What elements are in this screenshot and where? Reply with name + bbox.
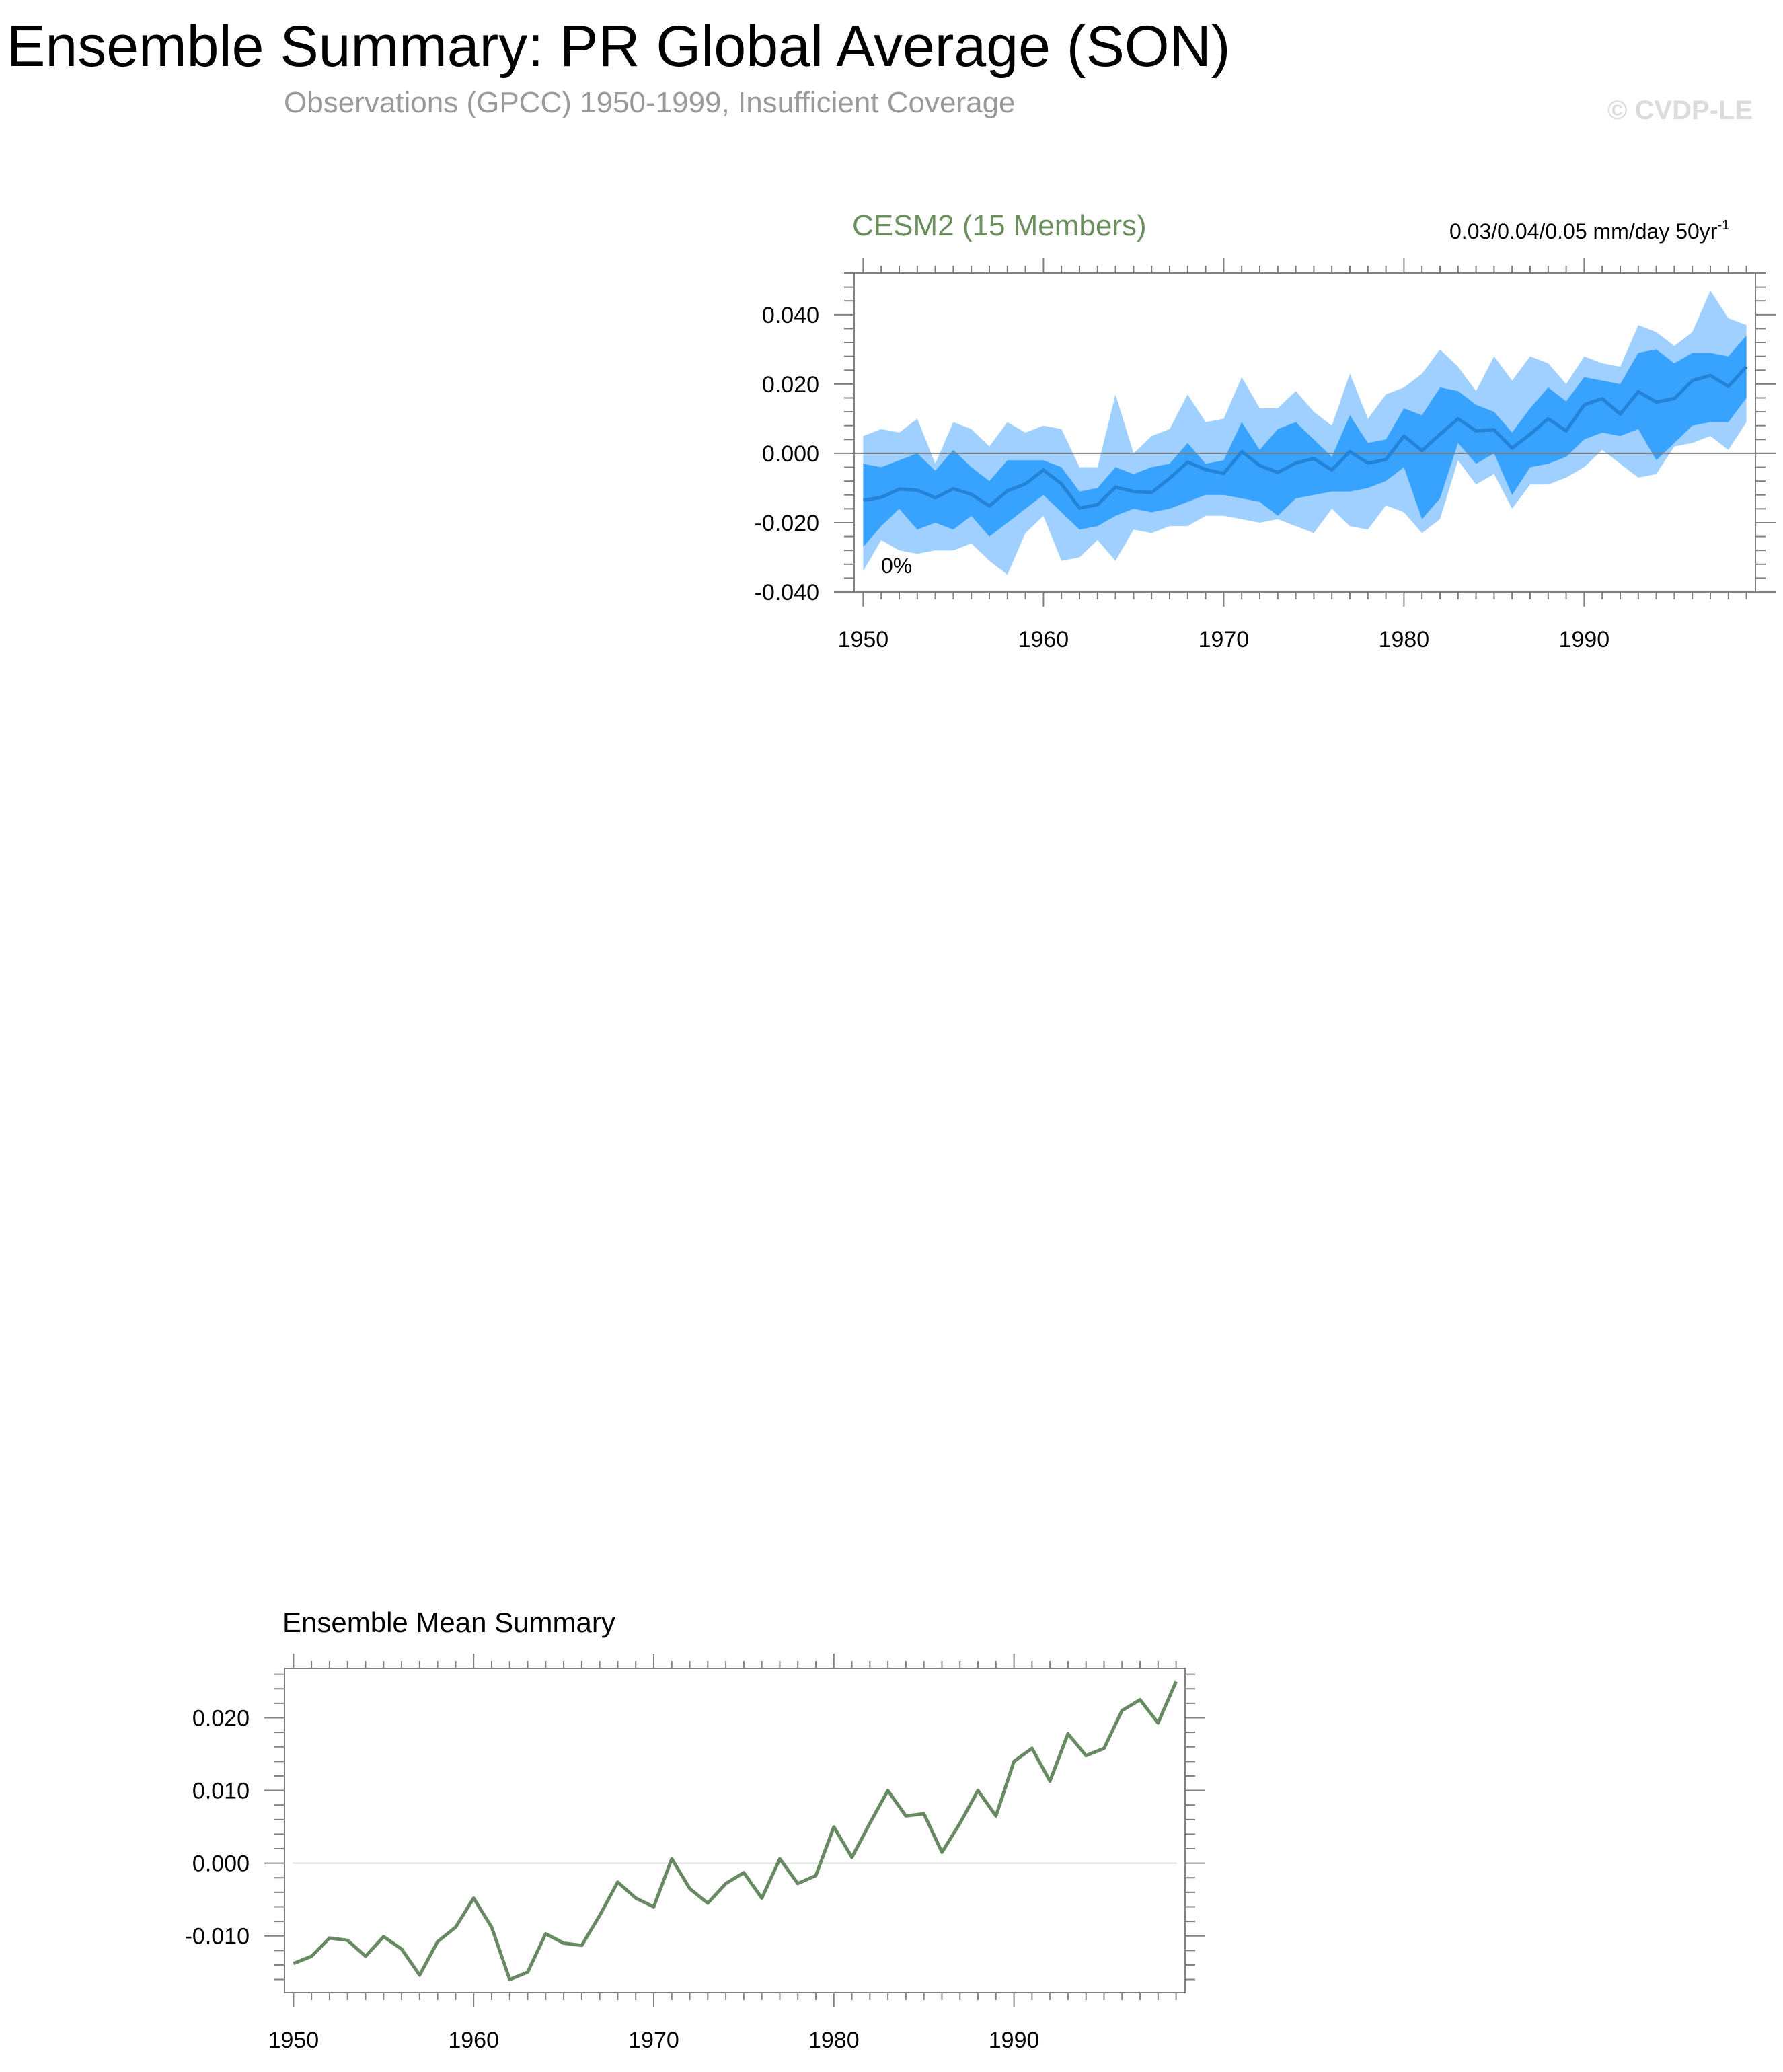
summary-chart-panel [0, 1601, 1783, 2069]
y-tick-label: -0.040 [754, 580, 819, 605]
x-axis-tick-labels [838, 627, 1610, 653]
x-tick-label: 1980 [808, 2028, 860, 2053]
copyright-watermark: © CVDP-LE [1607, 96, 1753, 125]
ensemble-spread-chart [0, 0, 1783, 673]
x-tick-label: 1990 [988, 2028, 1040, 2053]
plot-frame [284, 1668, 1185, 1993]
x-tick-label: 1970 [1198, 627, 1250, 653]
x-axis-tick-labels [268, 2028, 1040, 2053]
y-tick-label: 0.000 [761, 441, 819, 467]
trend-label [1449, 218, 1729, 244]
y-tick-label: 0.020 [192, 1705, 250, 1732]
ensemble-mean-summary-chart [0, 1601, 1783, 2069]
x-tick-label: 1980 [1378, 627, 1430, 653]
x-tick-label: 1970 [628, 2028, 679, 2053]
ensemble-chart-panel [0, 0, 1783, 673]
trend-label-text: 0.03/0.04/0.05 mm/day 50yr [1449, 219, 1718, 244]
chart-title: CESM2 (15 Members) [852, 209, 1147, 242]
y-tick-label: 0.000 [192, 1851, 250, 1877]
y-tick-label: 0.020 [761, 371, 819, 398]
y-axis-tick-labels [185, 1705, 250, 1949]
x-tick-label: 1950 [268, 2028, 319, 2053]
chart-title: Ensemble Mean Summary [282, 1606, 615, 1638]
page-subtitle: Observations (GPCC) 1950-1999, Insufficient Coverage [284, 86, 1016, 119]
page-title: Ensemble Summary: PR Global Average (SON) [7, 14, 1231, 79]
y-tick-label: 0.010 [192, 1778, 250, 1804]
trend-label-superscript: -1 [1717, 218, 1730, 233]
x-tick-label: 1960 [1018, 627, 1069, 653]
coverage-annotation: 0% [881, 554, 913, 578]
y-tick-label: -0.010 [184, 1923, 250, 1950]
y-tick-label: 0.040 [761, 302, 819, 328]
x-tick-label: 1950 [837, 627, 889, 653]
y-axis-tick-labels [755, 303, 819, 605]
series-line [293, 1682, 1176, 1980]
y-tick-label: -0.020 [754, 510, 819, 536]
x-tick-label: 1990 [1558, 627, 1610, 653]
spread-bands [863, 291, 1746, 575]
x-tick-label: 1960 [448, 2028, 500, 2053]
ensemble-mean-line [293, 1682, 1176, 1980]
